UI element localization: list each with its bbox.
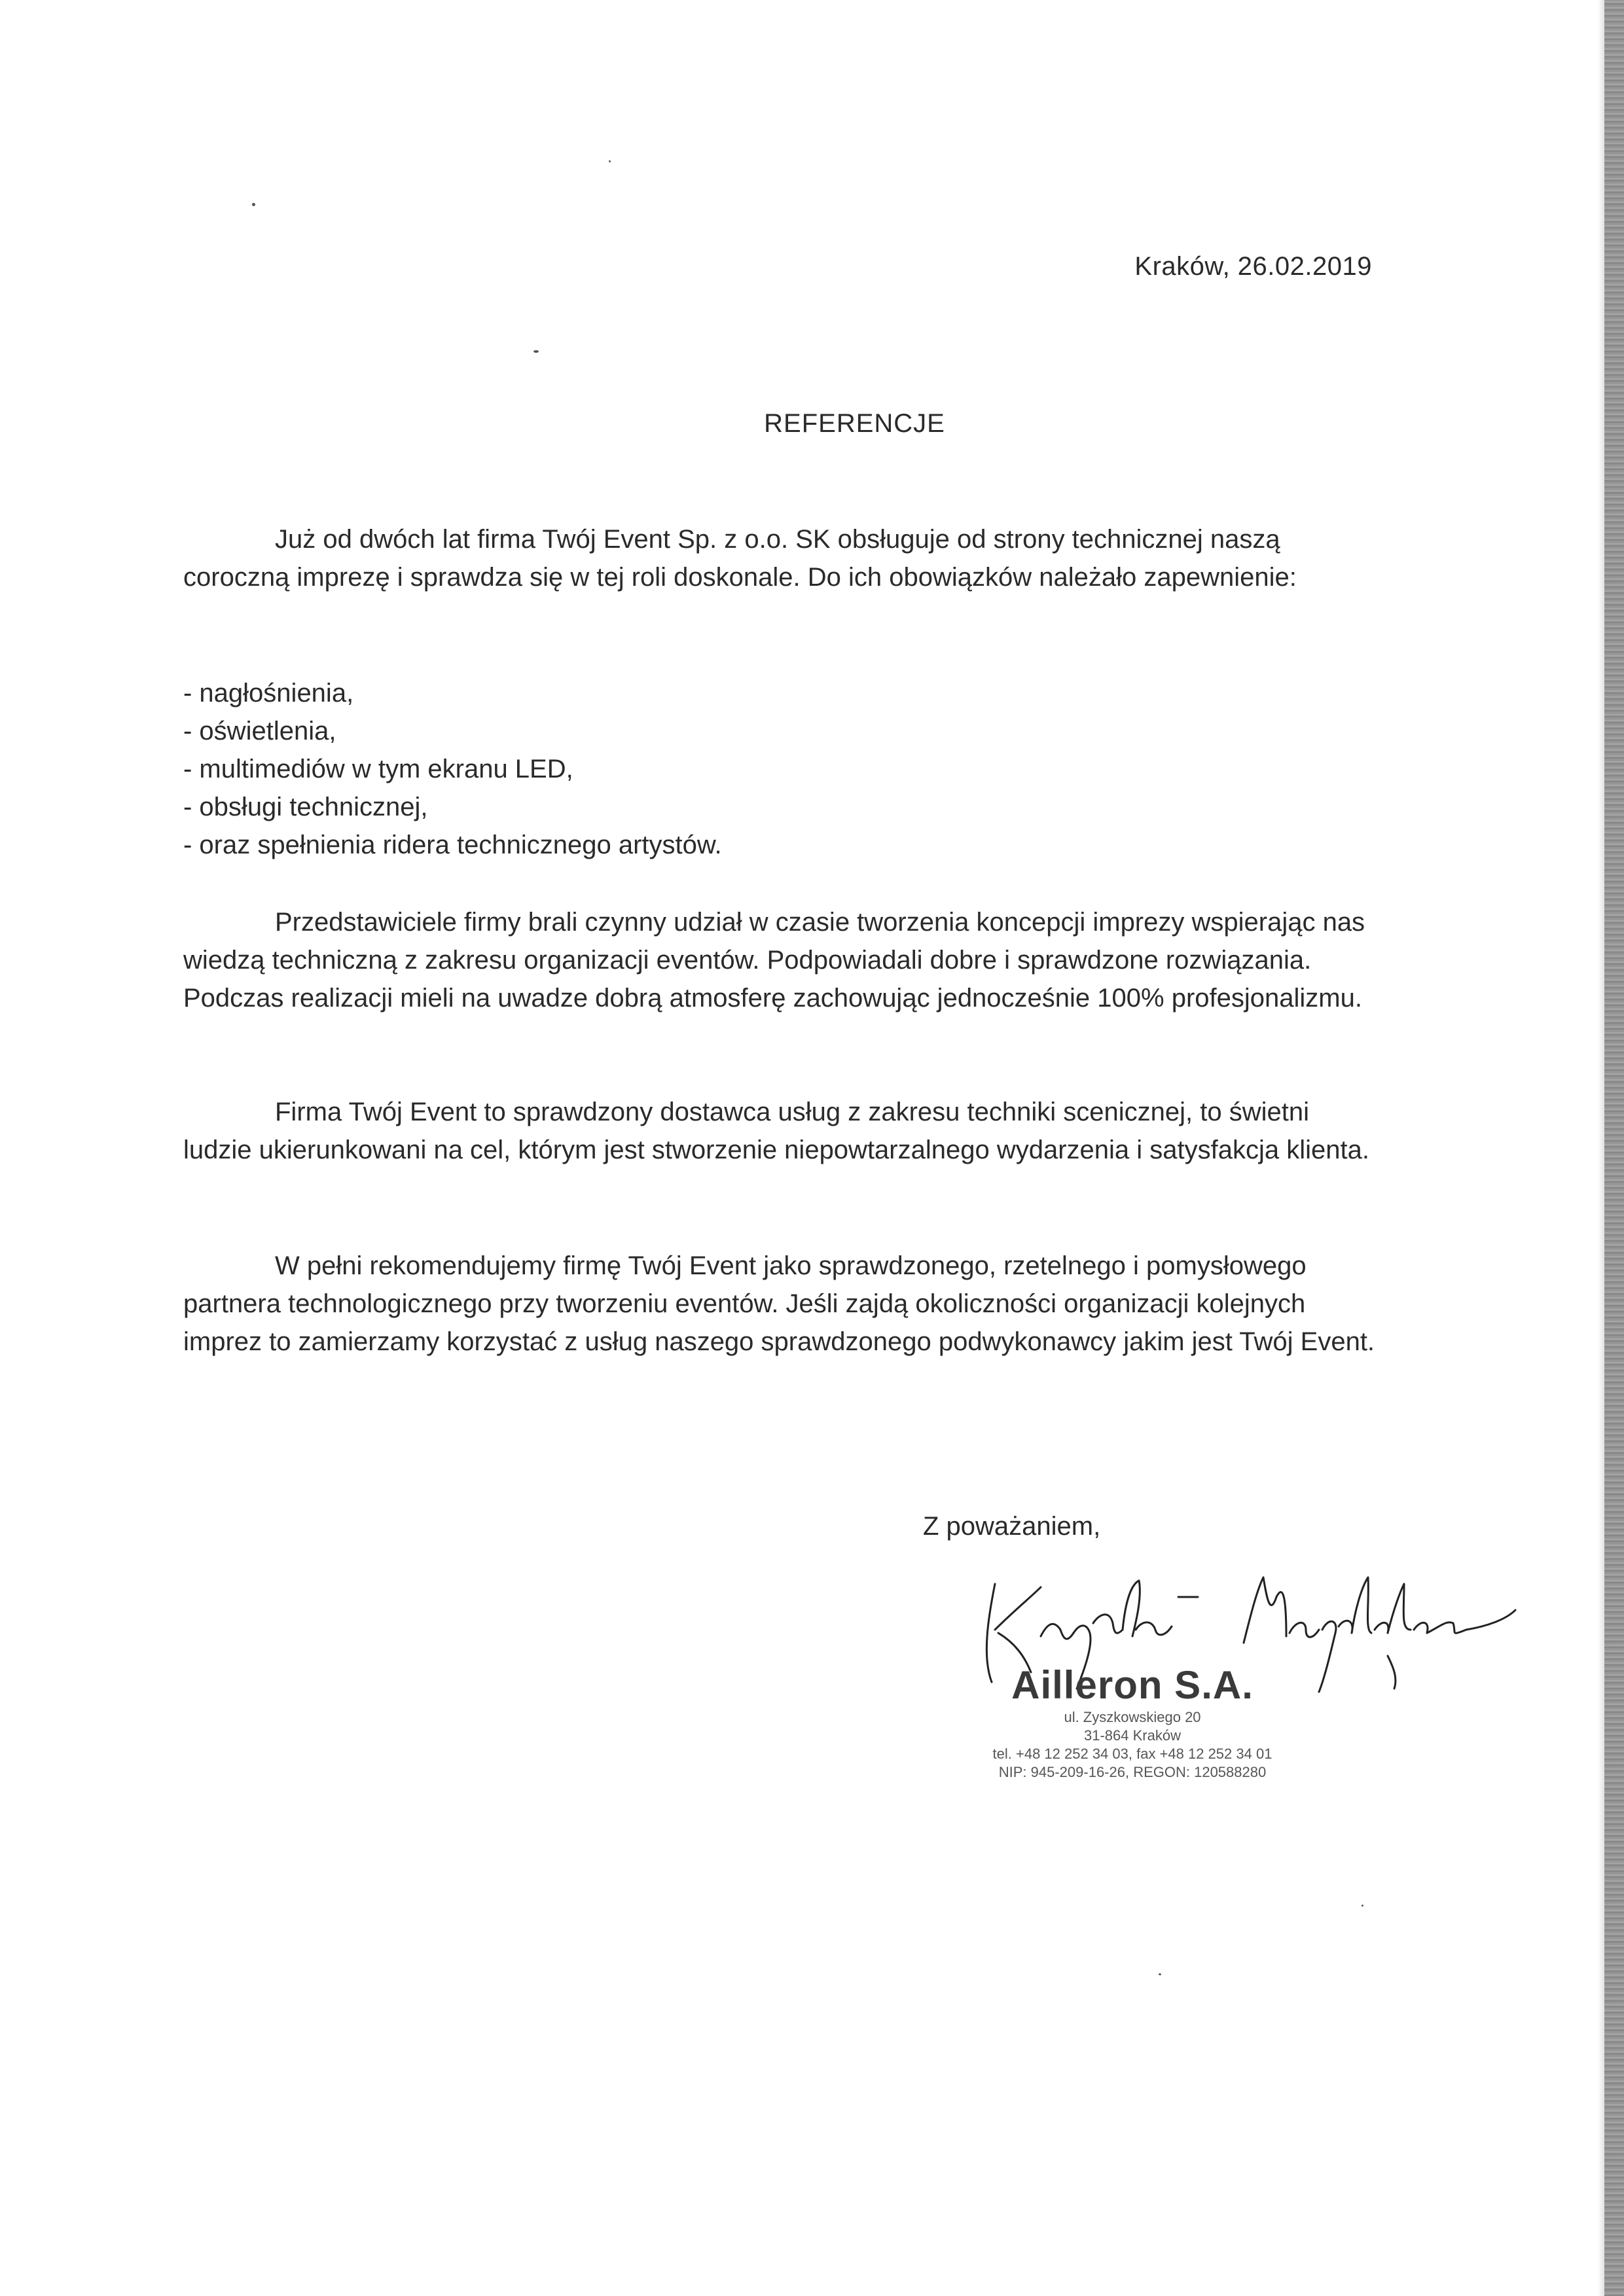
paragraph-intro <box>183 520 1381 596</box>
paragraph-text: W pełni rekomendujemy firmę Twój Event jako sprawdzonego, rzetelnego i pomysłowego partnera technologicznego przy tworzeniu eventów. Jeśli zajdą okoliczności organizacji kolejnych imprez to zamierzamy korzystać z usług naszego sprawdzonego podwykonawcy jakim jest Twój Event. <box>183 1251 1375 1356</box>
stamp-ids: NIP: 945-209-16-26, REGON: 120588280 <box>998 1764 1267 1780</box>
closing-phrase: Z poważaniem, <box>923 1512 1101 1541</box>
scan-edge <box>1604 0 1624 2296</box>
scan-speck <box>1362 1905 1363 1907</box>
scan-speck <box>1159 1973 1161 1975</box>
services-list <box>183 674 1381 864</box>
scan-speck <box>609 160 611 162</box>
paragraph-cooperation <box>183 903 1381 1017</box>
stamp-city: 31-864 Kraków <box>1084 1727 1181 1744</box>
paragraph-supplier <box>183 1093 1381 1169</box>
company-stamp <box>949 1662 1316 1782</box>
paragraph-text: Przedstawiciele firmy brali czynny udział w czasie tworzenia koncepcji imprezy wspierając nas wiedzą techniczną z zakresu organizacji eventów. Podpowiadali dobre i sprawdzone rozwiązania. Podczas realizacji mieli na uwadze dobrą atmosferę zachowując jednocześnie 100% profesjonalizmu. <box>183 908 1365 1013</box>
list-item: - oświetlenia, <box>183 717 336 745</box>
scan-shadow <box>1598 0 1604 2296</box>
paragraph-recommendation <box>183 1247 1381 1361</box>
paragraph-text: Firma Twój Event to sprawdzony dostawca usług z zakresu techniki scenicznej, to świetni ludzie ukierunkowani na cel, którym jest stworzenie niepowtarzalnego wydarzenia i satysfakcja klienta. <box>183 1098 1369 1164</box>
list-item: - oraz spełnienia ridera technicznego artystów. <box>183 831 722 859</box>
letter-date: Kraków, 26.02.2019 <box>1134 252 1372 281</box>
paragraph-text: Już od dwóch lat firma Twój Event Sp. z o.o. SK obsługuje od strony technicznej naszą coroczną imprezę i sprawdza się w tej roli doskonale. Do ich obowiązków należało zapewnienie: <box>183 525 1297 592</box>
list-item: - nagłośnienia, <box>183 679 354 708</box>
stamp-contact: tel. +48 12 252 34 03, fax +48 12 252 34 01 <box>992 1746 1272 1762</box>
list-item: - obsługi technicznej, <box>183 793 428 821</box>
stamp-company-name: Ailleron S.A. <box>1011 1663 1254 1707</box>
scan-speck <box>252 203 255 206</box>
scan-speck <box>533 350 539 353</box>
letter-title: REFERENCJE <box>764 409 945 438</box>
list-item: - multimediów w tym ekranu LED, <box>183 755 573 783</box>
stamp-street: ul. Zyszkowskiego 20 <box>1064 1709 1201 1725</box>
